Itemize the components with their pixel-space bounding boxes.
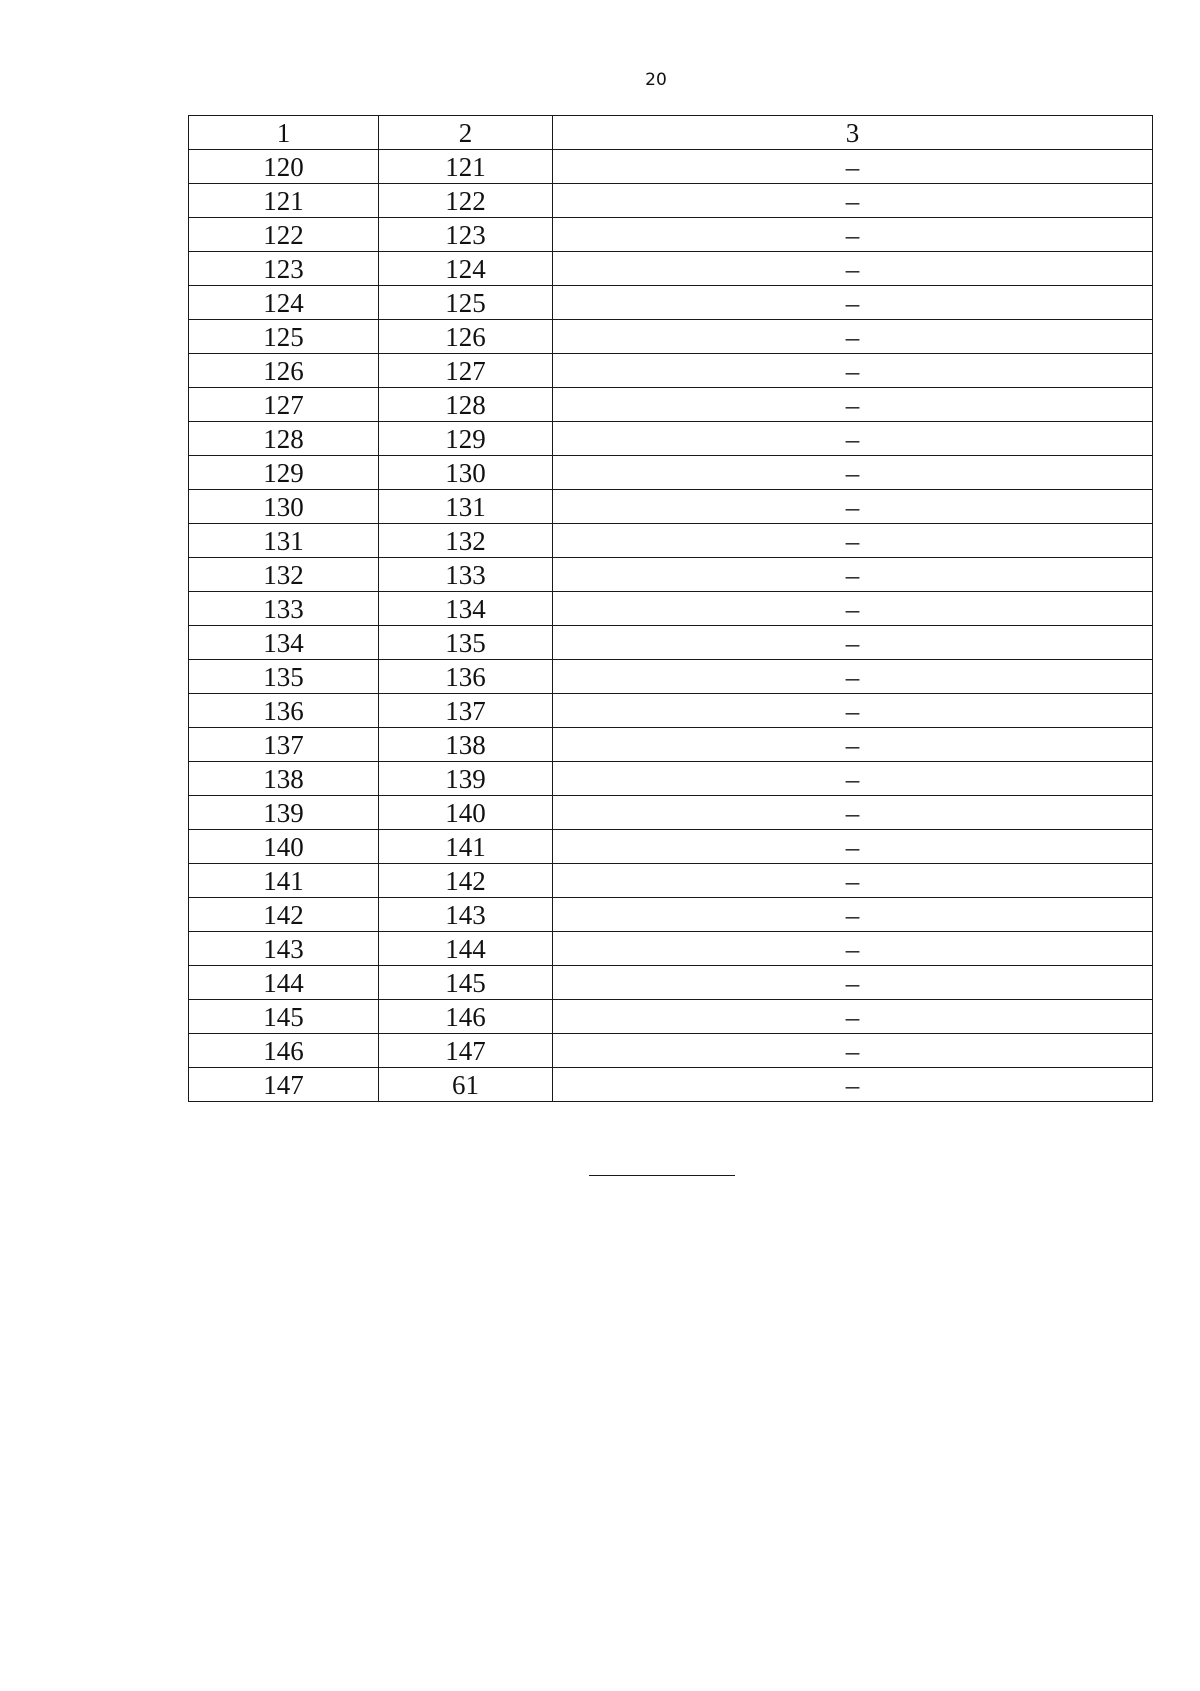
table-cell-col-1: 142 — [189, 898, 379, 932]
table-cell-col-3: – — [553, 592, 1153, 626]
table-cell-col-1: 147 — [189, 1068, 379, 1102]
table-cell-col-3: – — [553, 218, 1153, 252]
table-cell-col-2: 147 — [379, 1034, 553, 1068]
table-cell-col-1: 134 — [189, 626, 379, 660]
table-row — [189, 1034, 1153, 1068]
table-cell-col-3: – — [553, 830, 1153, 864]
page-number: 20 — [645, 70, 667, 90]
table-cell-col-1: 123 — [189, 252, 379, 286]
table-row — [189, 728, 1153, 762]
table-cell-col-2: 131 — [379, 490, 553, 524]
table-cell-col-3: – — [553, 1034, 1153, 1068]
table-row — [189, 490, 1153, 524]
table-cell-col-2: 140 — [379, 796, 553, 830]
table-cell-col-2: 121 — [379, 150, 553, 184]
table-cell-col-2: 136 — [379, 660, 553, 694]
table-cell-col-3: – — [553, 524, 1153, 558]
table-row — [189, 932, 1153, 966]
table-cell-col-2: 143 — [379, 898, 553, 932]
table-cell-col-1: 122 — [189, 218, 379, 252]
table-cell-col-2: 61 — [379, 1068, 553, 1102]
table-cell-col-1: 129 — [189, 456, 379, 490]
table-header-row — [189, 116, 1153, 150]
column-header-3: 3 — [553, 116, 1153, 150]
table-row — [189, 864, 1153, 898]
table-cell-col-2: 135 — [379, 626, 553, 660]
table-cell-col-3: – — [553, 932, 1153, 966]
table-cell-col-2: 130 — [379, 456, 553, 490]
table-cell-col-2: 145 — [379, 966, 553, 1000]
column-header-2: 2 — [379, 116, 553, 150]
table-cell-col-2: 139 — [379, 762, 553, 796]
table-cell-col-2: 124 — [379, 252, 553, 286]
table-cell-col-1: 141 — [189, 864, 379, 898]
table-cell-col-2: 137 — [379, 694, 553, 728]
table-cell-col-3: – — [553, 864, 1153, 898]
table-cell-col-1: 143 — [189, 932, 379, 966]
table-row — [189, 150, 1153, 184]
table-row — [189, 252, 1153, 286]
table-cell-col-3: – — [553, 388, 1153, 422]
table-cell-col-3: – — [553, 966, 1153, 1000]
table-cell-col-2: 126 — [379, 320, 553, 354]
table-row — [189, 422, 1153, 456]
table-row — [189, 320, 1153, 354]
table-cell-col-3: – — [553, 1000, 1153, 1034]
table-row — [189, 184, 1153, 218]
table-cell-col-3: – — [553, 150, 1153, 184]
table-cell-col-3: – — [553, 1068, 1153, 1102]
table-cell-col-1: 137 — [189, 728, 379, 762]
table-cell-col-2: 138 — [379, 728, 553, 762]
table-cell-col-2: 129 — [379, 422, 553, 456]
table-cell-col-1: 130 — [189, 490, 379, 524]
table-row — [189, 966, 1153, 1000]
table-cell-col-3: – — [553, 354, 1153, 388]
table-cell-col-1: 128 — [189, 422, 379, 456]
table-body — [189, 150, 1153, 1102]
table-cell-col-1: 124 — [189, 286, 379, 320]
table-cell-col-1: 120 — [189, 150, 379, 184]
table-row — [189, 796, 1153, 830]
table-cell-col-3: – — [553, 898, 1153, 932]
table-cell-col-3: – — [553, 184, 1153, 218]
table-cell-col-3: – — [553, 320, 1153, 354]
table-cell-col-2: 132 — [379, 524, 553, 558]
table-cell-col-1: 146 — [189, 1034, 379, 1068]
table-row — [189, 626, 1153, 660]
table-row — [189, 388, 1153, 422]
table-cell-col-1: 125 — [189, 320, 379, 354]
table-cell-col-1: 138 — [189, 762, 379, 796]
data-table — [188, 115, 1153, 1102]
table-row — [189, 660, 1153, 694]
table-row — [189, 1000, 1153, 1034]
table-cell-col-2: 127 — [379, 354, 553, 388]
table-cell-col-3: – — [553, 252, 1153, 286]
table-row — [189, 762, 1153, 796]
table-cell-col-1: 121 — [189, 184, 379, 218]
table-row — [189, 354, 1153, 388]
table-row — [189, 898, 1153, 932]
table-cell-col-3: – — [553, 694, 1153, 728]
table-cell-col-3: – — [553, 796, 1153, 830]
table-cell-col-2: 142 — [379, 864, 553, 898]
table-cell-col-3: – — [553, 456, 1153, 490]
table-row — [189, 456, 1153, 490]
table-cell-col-2: 133 — [379, 558, 553, 592]
table-row — [189, 1068, 1153, 1102]
table-cell-col-1: 145 — [189, 1000, 379, 1034]
table-cell-col-2: 122 — [379, 184, 553, 218]
table-cell-col-3: – — [553, 422, 1153, 456]
table-cell-col-1: 140 — [189, 830, 379, 864]
table-row — [189, 694, 1153, 728]
table-cell-col-1: 135 — [189, 660, 379, 694]
table-cell-col-2: 125 — [379, 286, 553, 320]
table-cell-col-1: 144 — [189, 966, 379, 1000]
table-cell-col-3: – — [553, 626, 1153, 660]
table-cell-col-3: – — [553, 286, 1153, 320]
table-cell-col-1: 127 — [189, 388, 379, 422]
table-row — [189, 524, 1153, 558]
table-cell-col-3: – — [553, 660, 1153, 694]
table-cell-col-1: 136 — [189, 694, 379, 728]
table-cell-col-1: 133 — [189, 592, 379, 626]
table-row — [189, 592, 1153, 626]
table-cell-col-2: 146 — [379, 1000, 553, 1034]
table-cell-col-1: 126 — [189, 354, 379, 388]
table-row — [189, 286, 1153, 320]
table-cell-col-3: – — [553, 490, 1153, 524]
table-cell-col-2: 128 — [379, 388, 553, 422]
table-cell-col-2: 141 — [379, 830, 553, 864]
table-cell-col-2: 144 — [379, 932, 553, 966]
table-cell-col-3: – — [553, 762, 1153, 796]
table-cell-col-1: 132 — [189, 558, 379, 592]
table-cell-col-3: – — [553, 558, 1153, 592]
table-cell-col-2: 123 — [379, 218, 553, 252]
table-cell-col-1: 139 — [189, 796, 379, 830]
table-cell-col-3: – — [553, 728, 1153, 762]
table-cell-col-2: 134 — [379, 592, 553, 626]
table-row — [189, 830, 1153, 864]
end-rule — [589, 1175, 735, 1176]
table-row — [189, 558, 1153, 592]
column-header-1: 1 — [189, 116, 379, 150]
table-cell-col-1: 131 — [189, 524, 379, 558]
table-row — [189, 218, 1153, 252]
